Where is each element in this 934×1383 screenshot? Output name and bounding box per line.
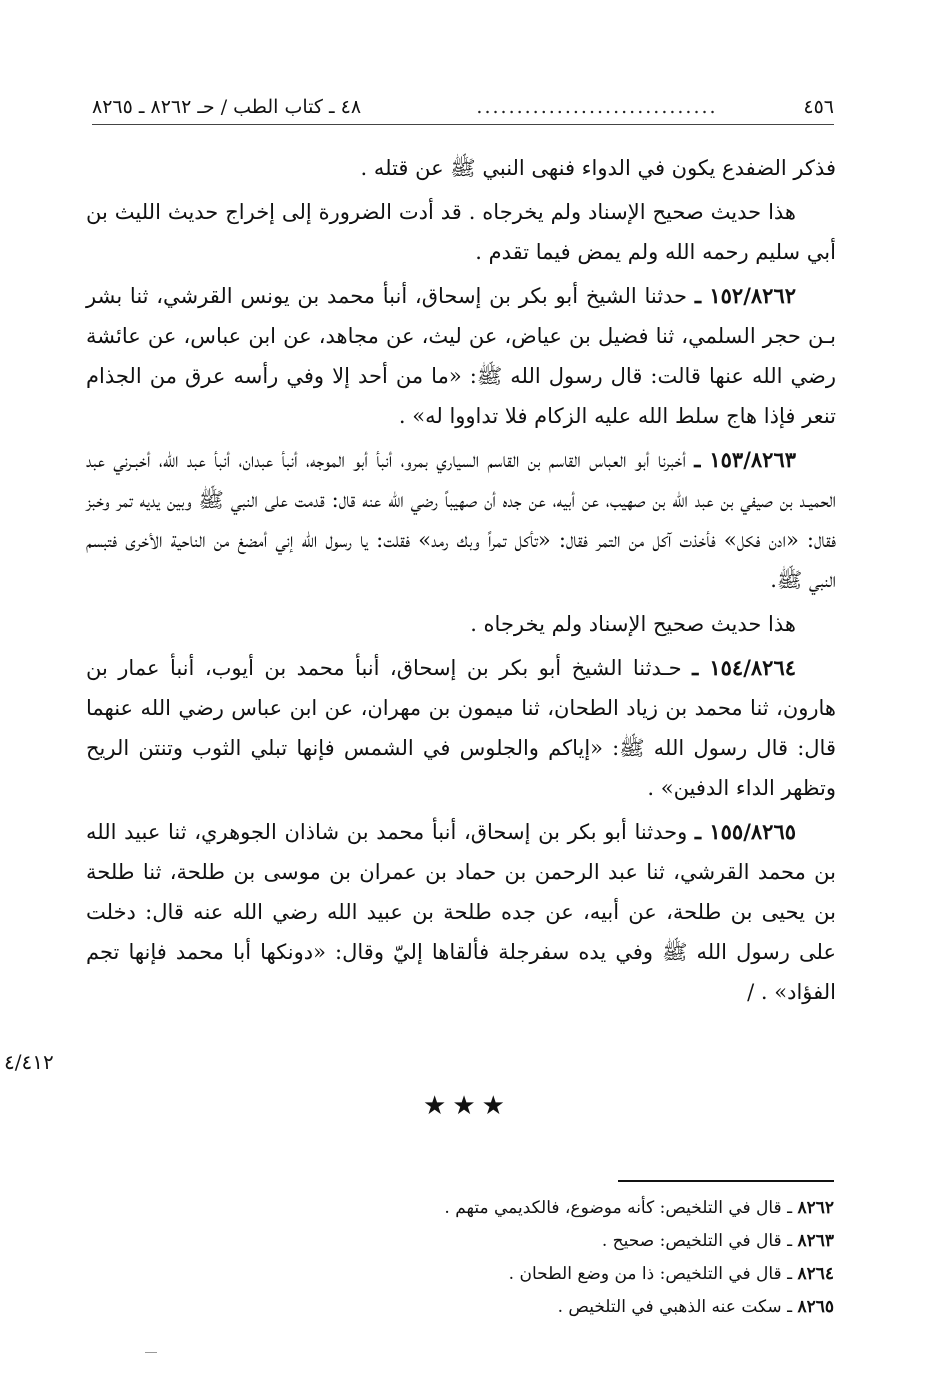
paragraph [86,440,836,600]
section-separator: ★★★ [423,1091,511,1121]
hadith-number: ١٥٥/٨٢٦٥ ـ [694,819,796,844]
footnote-rule [618,1180,834,1182]
paragraph-text: هذا حديث صحيح الإسناد ولم يخرجاه . [470,612,796,636]
footnote-number: ٨٢٦٤ [797,1264,834,1284]
footnote-text: ـ قال في التلخيص: صحيح . [601,1231,793,1251]
paragraph-text: حدثنا الشيخ أبو بكر بن إسحاق، أنبأ محمد بن يونس القرشي، ثنا بشر بـن حجر السلمي، ثنا فضيل بن عياض، عن ليث، عن مجاهد، عن ابن عباس، عن عائشة رضي الله عنها قالت: قال رسول الله ﷺ: «ما من أحد إلا وفي رأسه عرق من الجذام تنعر فإذا هاج سلط الله عليه الزكام فلا تداووا له» . [86,284,836,428]
header-leader-dots: .............................. [476,96,718,118]
paragraph-text: أخبرنا أبو العباس القاسم بن القاسم السياري بمرو، أنبأ أبو الموجه، أنبأ عبدان، أنبأ عبد الله، أخبـرني عبد الحميـد بن صيفي بن عبد الله بن صهيب، عن أبيه، عن جده أن صهيباً رضي الله عنه قال: قدمت على النبي ﷺ وبين يديه تمر وخبز فقال: «ادن فكل» فأخذت آكل من التمر فقال: «تأكل تمراً وبك رمد» فقلت: يا رسول الله إني أمضغ من الناحية الأخرى فتبسم النبي ﷺ. [86,448,836,592]
main-text [86,148,836,1016]
paragraph-text: هذا حديث صحيح الإسناد ولم يخرجاه . قد أدت الضرورة إلى إخراج حديث الليث بن أبي سليم رحمه الله ولم يمض فيما تقدم . [86,200,836,264]
paragraph-text: وحدثنا أبو بكر بن إسحاق، أنبأ محمد بن شاذان الجوهري، ثنا عبيد الله بن محمد القرشي، ثنا عبد الرحمن بن حماد بن عمران بن موسى بن طلحة، ثنا طلحة بن يحيى بن طلحة، عن أبيه، عن جده طلحة بن عبيد الله رضي الله عنه قال: دخلت على رسول الله ﷺ وفي يده سفرجلة فألقاها إليّ وقال: «دونكها أبا محمد فإنها تجم الفؤاد» . / [86,820,836,1004]
paragraph [86,192,836,272]
footnote [234,1225,834,1258]
footnote-number: ٨٢٦٢ [797,1198,834,1218]
footnote-text: ـ سكت عنه الذهبي في التلخيص . [557,1297,793,1317]
footnote-text: ـ قال في التلخيص: ذا من وضع الطحان . [508,1264,793,1284]
manuscript-page-marker: ٤/٤١٢ [4,1050,54,1074]
chapter-title: ٤٨ ـ كتاب الطب / حـ ٨٢٦٢ ـ ٨٢٦٥ [92,96,362,118]
footnote-number: ٨٢٦٥ [797,1297,834,1317]
hadith-number: ١٥٢/٨٢٦٢ ـ [694,283,796,308]
footnote [234,1192,834,1225]
paragraph-text: حـدثنا الشيخ أبو بكر بن إسحاق، أنبأ محمد بن أيوب، أنبأ عمار بن هارون، ثنا محمد بن زياد الطحان، ثنا ميمون بن مهران، عن ابن عباس رضي الله عنهما قال: قال رسول الله ﷺ: «إياكم والجلوس في الشمس فإنها تبلي الثوب وتنتن الريح وتظهر الداء الدفين» . [86,656,836,800]
footnote-text: ـ قال في التلخيص: كأنه موضوع، فالكديمي متهم . [444,1198,793,1218]
footnote-number: ٨٢٦٣ [797,1231,834,1251]
paragraph [86,812,836,1012]
paragraph [86,148,836,188]
header-rule [92,124,834,125]
footnote [234,1258,834,1291]
scan-mark [145,1352,157,1353]
footnote [234,1291,834,1324]
paragraph [86,276,836,436]
paragraph [86,604,836,644]
running-head [92,92,834,122]
page-number: ٤٥٦ [803,96,834,118]
paragraph-text: فذكر الضفدع يكون في الدواء فنهى النبي ﷺ عن قتله . [360,156,836,180]
footnotes [234,1192,834,1324]
hadith-number: ١٥٣/٨٢٦٣ ـ [694,447,796,472]
hadith-number: ١٥٤/٨٢٦٤ ـ [692,655,796,680]
paragraph [86,648,836,808]
